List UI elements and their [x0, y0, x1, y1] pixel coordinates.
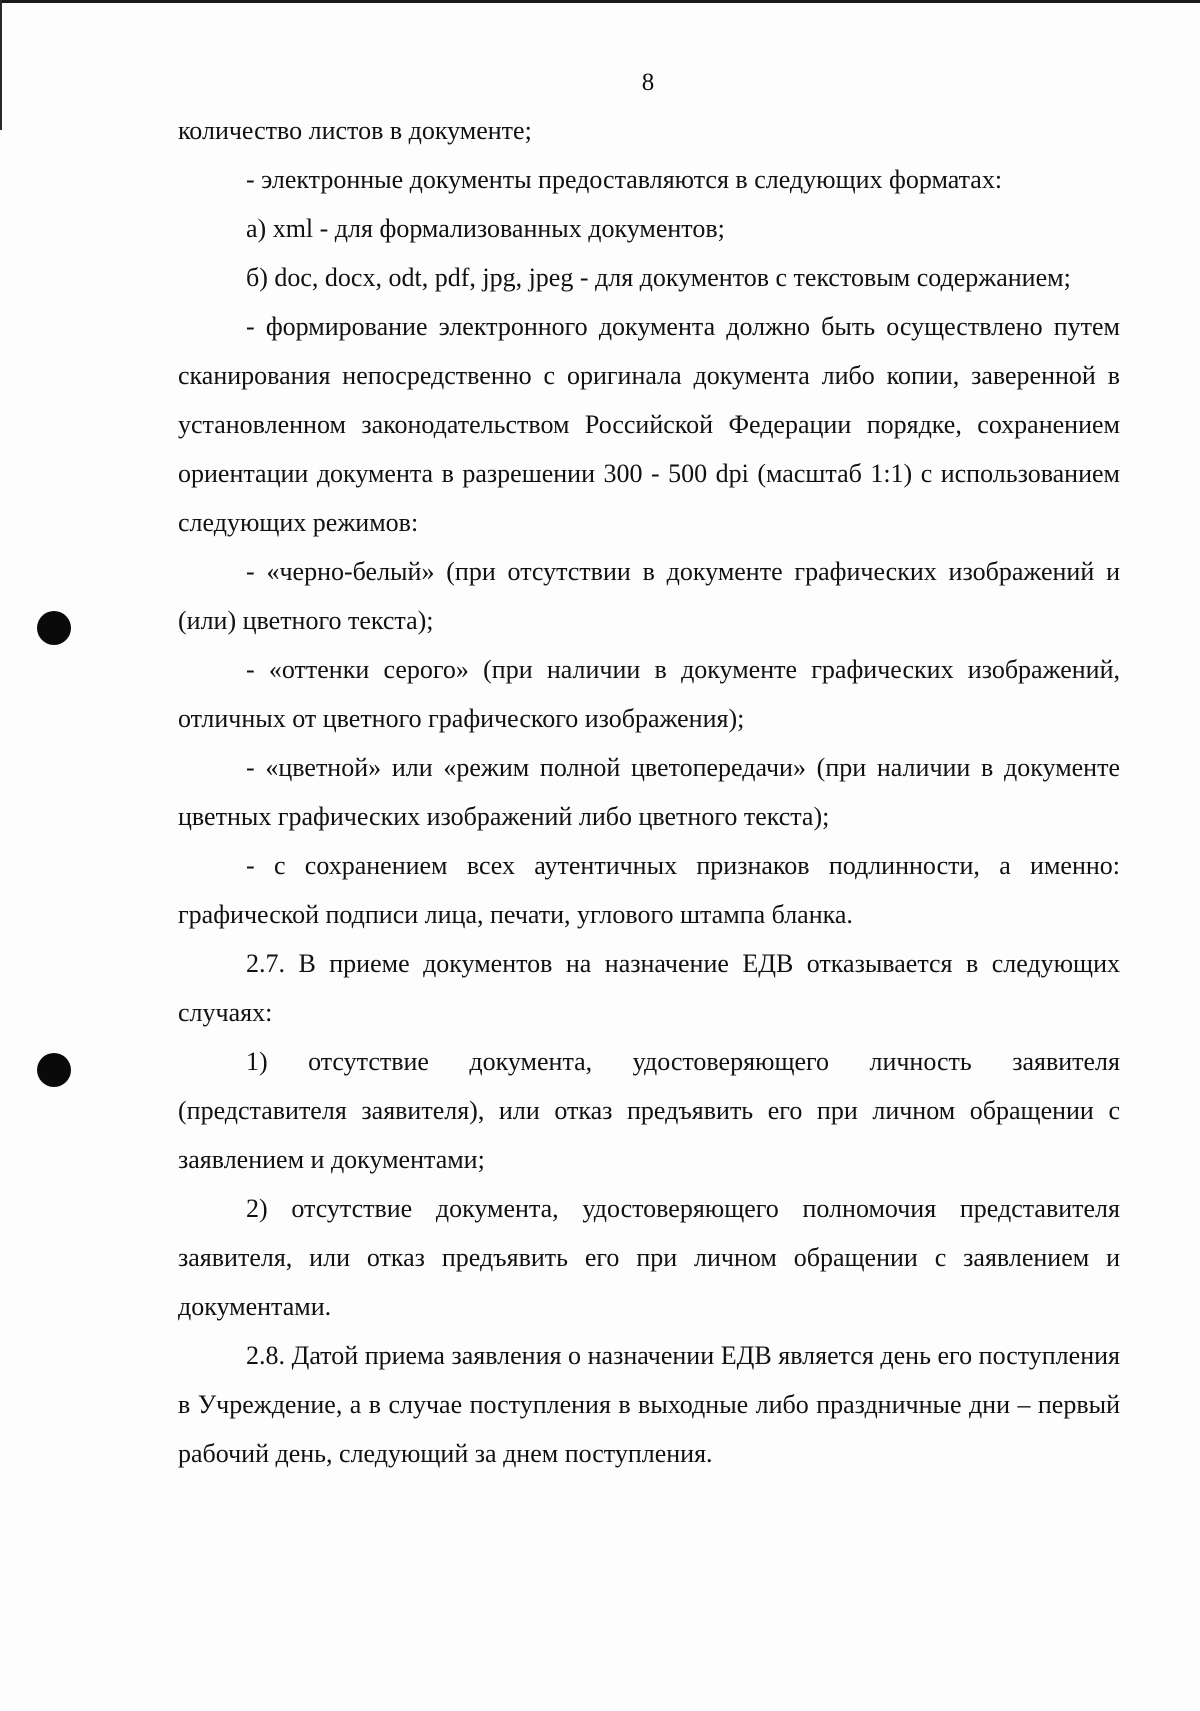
page-number: 8 [641, 69, 655, 96]
document-body [178, 106, 1120, 1478]
punch-hole-upper [37, 611, 71, 645]
top-edge-line [0, 0, 1200, 3]
paragraph: 2.8. Датой приема заявления о назначении ЕДВ является день его поступления в Учреждение, а в случае поступления в выходные либо праздничные дни – первый рабочий день, следующий за днем поступления. [178, 1341, 1120, 1468]
punch-hole-lower [37, 1053, 71, 1087]
paragraph: б) doc, docx, odt, pdf, jpg, jpeg - для документов с текстовым содержанием; [246, 263, 1071, 292]
paragraph: - формирование электронного документа должно быть осуществлено путем сканирования непосредственно с оригинала документа либо копии, заверенной в установленном законодательством Российской Федерации порядке, сохранением ориентации документа в разрешении 300 - 500 dpi (масштаб 1:1) с использованием следующих режимов: [178, 312, 1120, 537]
paragraph: - «цветной» или «режим полной цветопередачи» (при наличии в документе цветных графических изображений либо цветного текста); [178, 753, 1120, 831]
paragraph: 1) отсутствие документа, удостоверяющего личность заявителя (представителя заявителя), или отказ предъявить его при личном обращении с заявлением и документами; [178, 1047, 1120, 1174]
paragraph: количество листов в документе; [178, 116, 532, 145]
paragraph: - «черно-белый» (при отсутствии в документе графических изображений и (или) цветного текста); [178, 557, 1120, 635]
paragraph: - электронные документы предоставляются в следующих форматах: [246, 165, 1003, 194]
left-edge-line [0, 0, 2, 130]
paragraph: 2.7. В приеме документов на назначение ЕДВ отказывается в следующих случаях: [178, 949, 1120, 1027]
paragraph: а) xml - для формализованных документов; [246, 214, 725, 243]
paragraph: - с сохранением всех аутентичных признаков подлинности, а именно: графической подписи лица, печати, углового штампа бланка. [178, 851, 1120, 929]
paragraph: 2) отсутствие документа, удостоверяющего полномочия представителя заявителя, или отказ предъявить его при личном обращении с заявлением и документами. [178, 1194, 1120, 1321]
paragraph: - «оттенки серого» (при наличии в документе графических изображений, отличных от цветного графического изображения); [178, 655, 1120, 733]
